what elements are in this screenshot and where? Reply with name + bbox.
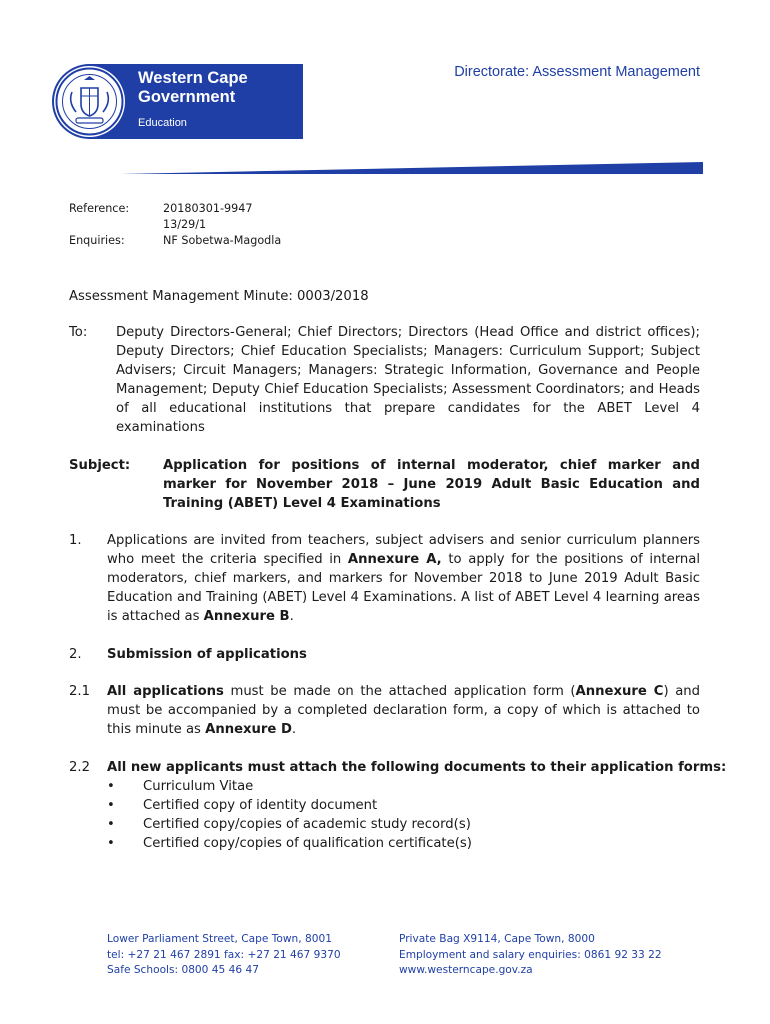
list-item (105, 777, 700, 796)
subject-label: Subject: (69, 458, 131, 473)
list-item-text: Certified copy/copies of academic study record(s) (143, 817, 471, 832)
para21-text-a: must be made on the attached application form ( (223, 684, 576, 699)
brand-name (138, 69, 248, 107)
brand-line-2: Government (138, 88, 236, 106)
annexure-a-ref: Annexure A, (347, 552, 442, 567)
para21-text-b: ) and must be accompanied by a completed declaration form, a copy of which is attached to this minute as (107, 684, 701, 737)
para1-text-a: Applications are invited from teachers, subject advisers and senior curriculum planners who meet the criteria specified in (107, 533, 700, 567)
para1-number: 1. (69, 533, 82, 548)
footer-safe-schools: Safe Schools: 0800 45 46 47 (107, 964, 259, 976)
to-recipients: Deputy Directors-General; Chief Directors; Directors (Head Office and district offices); Deputy Directors; Chief Education Specialists; Managers: Curriculum Support; Subject Advisers; Circuit Managers; Managers: Strategic Information, Governance and People Management; Deputy Chief Education Specialists; Assessment Coordinators; and Heads of all educational institutions that prepare candidates for the ABET Level 4 examinations (116, 325, 700, 435)
header-rule (120, 162, 703, 174)
annexure-b-ref: Annexure B (203, 609, 290, 624)
coat-of-arms-icon (54, 66, 125, 137)
para2-number: 2. (69, 647, 82, 662)
annexure-c-ref: Annexure C (575, 684, 664, 699)
directorate-title: Directorate: Assessment Management (454, 64, 700, 80)
enquiries-label: Enquiries: (69, 234, 125, 247)
list-item (105, 796, 700, 815)
required-documents-list (105, 777, 700, 853)
footer-contact (399, 932, 662, 979)
para1-text-c: . (289, 609, 294, 624)
para2-heading: Submission of applications (107, 647, 307, 662)
footer-phone: tel: +27 21 467 2891 fax: +27 21 467 9370 (107, 948, 341, 961)
annexure-d-ref: Annexure D (205, 722, 292, 737)
para21-text (107, 682, 700, 739)
footer-street: Lower Parliament Street, Cape Town, 8001 (107, 933, 332, 945)
para22-number: 2.2 (69, 760, 90, 775)
reference-label: Reference: (69, 202, 130, 215)
bullet-icon: • (107, 798, 115, 813)
footer-postal: Private Bag X9114, Cape Town, 8000 (399, 933, 595, 945)
para21-bold-a: All applications (107, 684, 224, 699)
brand-line-1: Western Cape (138, 69, 248, 87)
para1-text-b: to apply for the positions of internal moderators, chief markers, and markers for November 2018 to June 2019 Adult Basic Education and Training (ABET) Level 4 Examinations. A list of ABET Level 4 learning areas is attached as (107, 552, 701, 624)
list-item (105, 834, 700, 853)
list-item-text: Certified copy of identity document (143, 798, 378, 813)
bullet-icon: • (107, 836, 115, 851)
bullet-icon: • (107, 817, 115, 832)
list-item-text: Curriculum Vitae (143, 779, 254, 794)
subject-text: Application for positions of internal moderator, chief marker and marker for November 2018 – June 2019 Adult Basic Education and Training (ABET) Level 4 Examinations (163, 458, 700, 511)
bullet-icon: • (107, 779, 115, 794)
list-item (105, 815, 700, 834)
enquiries-value: NF Sobetwa-Magodla (163, 234, 282, 247)
para21-number: 2.1 (69, 684, 90, 699)
minute-title: Assessment Management Minute: 0003/2018 (69, 289, 369, 304)
reference-value: 20180301-9947 (163, 202, 253, 215)
footer-website-link[interactable]: www.westerncape.gov.za (399, 964, 533, 976)
footer-address (107, 932, 341, 979)
list-item-text: Certified copy/copies of qualification certificate(s) (143, 836, 472, 851)
para22-heading: All new applicants must attach the following documents to their application forms: (107, 760, 727, 775)
to-label: To: (69, 325, 88, 340)
para1-text (107, 531, 700, 626)
para21-text-c: . (291, 722, 297, 737)
footer-employment: Employment and salary enquiries: 0861 92 33 22 (399, 948, 662, 961)
reference-value-2: 13/29/1 (163, 218, 207, 231)
brand-department: Education (138, 117, 187, 129)
